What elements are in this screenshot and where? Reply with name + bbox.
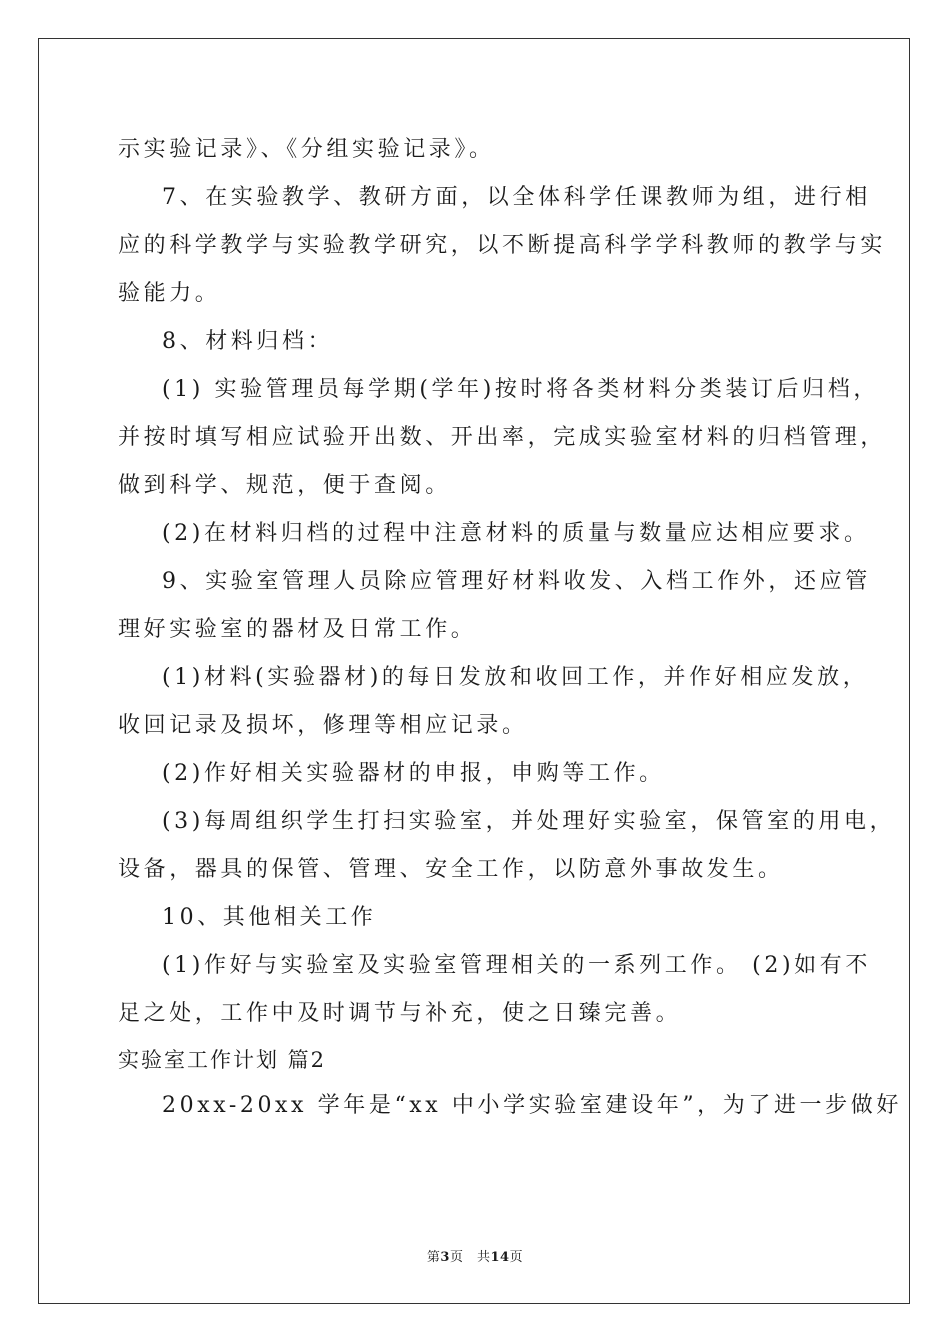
paragraph-line: 做到科学、规范，便于查阅。 [118, 473, 451, 498]
paragraph-line: (1)材料(实验器材)的每日发放和收回工作，并作好相应发放， [162, 665, 869, 690]
paragraph-line: (3)每周组织学生打扫实验室，并处理好实验室，保管室的用电， [162, 809, 896, 834]
paragraph-line: 收回记录及损坏，修理等相应记录。 [118, 713, 528, 738]
page-number-footer [0, 1246, 950, 1265]
document-body [118, 126, 902, 1130]
page-prefix: 第 [426, 1250, 441, 1265]
article-title: 实验室工作计划 篇2 [118, 1048, 327, 1072]
page-mid: 页 共 [449, 1250, 491, 1265]
paragraph-line: 20xx-20xx 学年是“xx 中小学实验室建设年”，为了进一步做好 [162, 1093, 902, 1118]
section-heading-line: 8、材料归档： [162, 329, 334, 354]
paragraph-line: 并按时填写相应试验开出数、开出率，完成实验室材料的归档管理， [118, 425, 887, 450]
paragraph-line: 验能力。 [118, 281, 221, 306]
paragraph-line: 7、在实验教学、教研方面，以全体科学任课教师为组，进行相 [162, 185, 871, 210]
paragraph-line: 应的科学教学与实验教学研究，以不断提高科学学科教师的教学与实 [118, 233, 887, 258]
paragraph-line: 示实验记录》、《分组实验记录》。 [118, 137, 495, 162]
page-suffix: 页 [509, 1250, 524, 1265]
section-heading-line: 10、其他相关工作 [162, 905, 377, 930]
paragraph-line: (1)作好与实验室及实验室管理相关的一系列工作。 (2)如有不 [162, 953, 871, 978]
paragraph-line: 设备，器具的保管、管理、安全工作，以防意外事故发生。 [118, 857, 784, 882]
paragraph-line: (2)作好相关实验器材的申报，申购等工作。 [162, 761, 665, 786]
paragraph-line: 足之处，工作中及时调节与补充，使之日臻完善。 [118, 1001, 682, 1026]
paragraph-line: (1) 实验管理员每学期(学年)按时将各类材料分类装订后归档， [162, 377, 879, 402]
paragraph-line: (2)在材料归档的过程中注意材料的质量与数量应达相应要求。 [162, 521, 870, 546]
current-page-number: 3 [440, 1250, 450, 1265]
paragraph-line: 理好实验室的器材及日常工作。 [118, 617, 477, 642]
total-page-count: 14 [490, 1250, 510, 1265]
paragraph-line: 9、实验室管理人员除应管理好材料收发、入档工作外，还应管 [162, 569, 871, 594]
